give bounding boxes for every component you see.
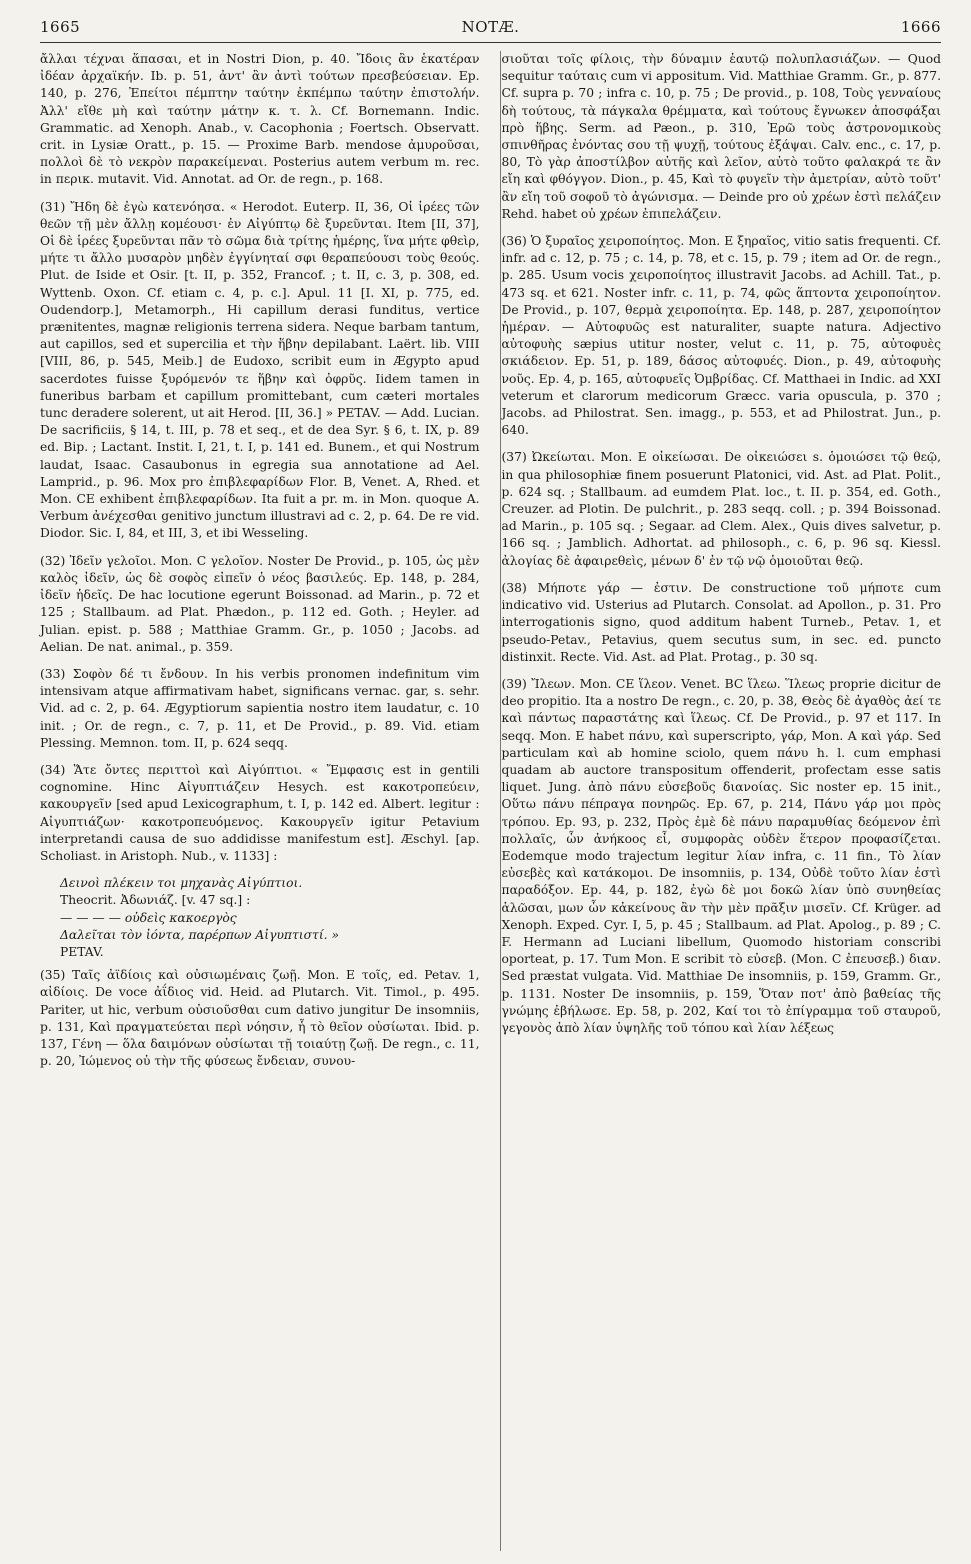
page-number-left: 1665 bbox=[40, 18, 81, 36]
verse-quotation bbox=[60, 875, 480, 961]
note-37 bbox=[502, 449, 942, 569]
paragraph: ἄλλαι τέχναι ἅπασαι, et in Nostri Dion, p. 40. Ἴδοις ἂν ἑκατέραν ἰδέαν ἀρχαϊκήν. Ib. p. 51, ἀντ' ἂν ἀντὶ τούτων πρεσβεύσειαν. Ep. 140, p. 276, Ἐπείτοι πέμπτην ταύτην ἐκπέμπω ταύτην ἐπιστολήν. Ἀλλ' εἴθε μὴ καὶ ταύτην μάτην κ. τ. λ. Cf. Bornemann. Indic. Grammatic. ad Xenoph. Anab., v. Cacophonia ; Foertsch. Observatt. crit. in Lysiæ Oratt., p. 15. — Proxime Barb. mendose ἀμυροῦσαι, πολλοὶ δὲ τὸ νεκρὸν παρακείμεναι. Posterius autem verbum m. rec. in περικ. mutavit. Vid. Annotat. ad Or. de regn., p. 168. bbox=[40, 52, 480, 187]
paragraph: (37) Ὠκείωται. Mon. E οἰκείωσαι. De οἰκειώσει s. ὁμοιώσει τῷ θεῷ, in qua philosophiæ finem posuerunt Platonici, vid. Ast. ad Plat. Polit., p. 624 sq. ; Stallbaum. ad eumdem Plat. loc., t. II. p. 354, ed. Goth., Creuzer. ad Plotin. De pulchrit., p. 283 seqq. coll. ; p. 394 Boissonad. ad Marin., p. 105 sq. ; Segaar. ad Clem. Alex., Quis dives salvetur, p. 166 sq. ; Jamblich. Adhortat. ad philosoph., c. 6, p. 96 sq. Kiessl. ἀλογίας δὲ ἀφαιρεθεὶς, μένων δ' ἐν τῷ νῷ ὁμοιοῦται θεῷ. bbox=[501, 450, 941, 568]
verse-line: Δαλεῖται τὸν ἰόντα, παρέρπων Αἰγυπτιστί. » bbox=[60, 927, 339, 942]
paragraph: (33) Σοφὸν δέ τι ἔνδουν. In his verbis pronomen indefinitum vim intensivam atque affirmativam habet, significans vernac. gar, s. sehr. Vid. ad c. 2, p. 64. Ægyptiorum sapientia nostro item laudatur, c. 10 init. ; Or. de regn., c. 7, p. 11, et De Provid., p. 89. Vid. etiam Plessing. Memnon. tom. II, p. 624 seqq. bbox=[40, 666, 480, 750]
paragraph: (31) Ἤδη δὲ ἐγὼ κατενόησα. « Herodot. Euterp. II, 36, Οἱ ἱρέες τῶν θεῶν τῇ μὲν ἄλλῃ κομέουσι· ἐν Αἰγύπτῳ δὲ ξυρεῦνται. Item [II, 37], Οἱ δὲ ἱρέες ξυρεῦνται πᾶν τὸ σῶμα διὰ τρίτης ἡμέρης, ἵνα μήτε φθεὶρ, μήτε τι ἄλλο μυσαρὸν μηδὲν ἐγγίνηταί σφι θεραπεύουσι τοὺς θεούς. Plut. de Iside et Osir. [t. II, p. 352, Francof. ; t. II, c. 3, p. 308, ed. Wyttenb. Oxon. Cf. etiam c. 4, p. c.]. Apul. 11 [I. XI, p. 775, ed. Oudendorp.], Metamorph., Hi capillum derasi funditus, vertice prænitentes, magnæ religionis terrena sidera. Neque barbam tantum, aut capillos, sed et supercilia et τὴν ἥβην depilabant. Laërt. lib. VIII [VIII, 86, p. 545, Meib.] de Eudoxo, scribit eum in Ægypto apud sacerdotes fuisse ξυρόμενόν τε ἥβην καὶ ὀφρῦς. Iidem tamen in funeribus barbam et capillum promittebant, cum cæteri mortales tunc deradere solerent, ut ait Herod. [II, 36.] » PETAV. — Add. Lucian. De sacrificiis, § 14, t. III, p. 78 et seq., et de dea Syr. § 6, t. IX, p. 89 ed. Bip. ; Lactant. Instit. I, 21, t. I, p. 141 ed. Bunem., et qui Nostrum laudat, Isaac. Casaubonus in egregia sua annotatione ad Ael. Lamprid., p. 96. Mox pro ἐπιβλεφαρίδων Flor. B, Venet. A, Rhed. et Mon. CE exhibent ἐπιβλεφαρίδων. Ita fuit a pr. m. in Mon. quoque A. Verbum ἀνέχεσθαι genitivo junctum illustravi ad c. 2, p. 64. De re vid. Diodor. Sic. I, 84, et III, 3, et ibi Wesseling. bbox=[40, 199, 480, 541]
page-number-right: 1666 bbox=[900, 18, 941, 36]
paragraph: (36) Ὁ ξυραῖος χειροποίητος. Mon. E ξηραῖος, vitio satis frequenti. Cf. infr. ad c. 12, p. 75 ; c. 14, p. 78, et c. 15, p. 79 ; item ad Or. de regn., p. 285. Usum vocis χειροποίητος illustravit Jacobs. ad Achill. Tat., p. 473 sq. et 621. Noster infr. c. 11, p. 74, φῶς ἅπτοντα χειροποίητον. De Provid., p. 107, θερμὰ χειροποίητα. Ep. 148, p. 287, χειροποίητον ἡμέραν. — Αὐτοφυῶς est naturaliter, suapte natura. Adjectivo αὐτοφυὴς sæpius utitur noster, velut c. 11, p. 75, αὐτοφυὲς σκιάδειον. Ep. 51, p. 189, δάσος αὐτοφυές. Dion., p. 49, αὐτοφυὴς νοῦς. Ep. 4, p. 165, αὐτοφυεῖς Ὀμβρίδας. Cf. Matthaei in Indic. ad XXI veterum et clarorum medicorum Græcc. varia opuscula, p. 370 ; Jacobs. ad Philostrat. Sen. imagg., p. 553, et ad Philostrat. Jun., p. 640. bbox=[501, 234, 941, 438]
note-39 bbox=[502, 676, 942, 1037]
note-31 bbox=[40, 199, 480, 543]
verse-line: Δεινοὶ πλέκειν τοι μηχανὰς Αἰγύπτιοι. bbox=[60, 876, 303, 891]
verse-line: — — — — οὐδεὶς κακοεργὸς bbox=[60, 910, 237, 925]
paragraph: (34) Ἅτε ὄντες περιττοὶ καὶ Αἰγύπτιοι. « Ἔμφασις est in gentili cognomine. Hinc Αἰγυπτιάζειν Hesych. est κακοτροπεύειν, κακουργεῖν [sed apud Lexicographum, t. I, p. 142 ed. Albert. legitur : Αἰγυπτιάζων· κακοτροπευόμενος. Κακουργεῖν igitur Petavium interpretandi causa de suo addidisse manifestum est]. Æschyl. [ap. Scholiast. in Aristoph. Nub., v. 1133] : bbox=[40, 762, 480, 863]
left-column bbox=[40, 51, 480, 1080]
column-divider bbox=[500, 51, 501, 1551]
note-35 bbox=[40, 967, 480, 1070]
note-33 bbox=[40, 666, 480, 752]
verse-source: Theocrit. Ἀδωνιάζ. [v. 47 sq.] : bbox=[60, 893, 251, 908]
note-36 bbox=[502, 233, 942, 439]
note-38 bbox=[502, 580, 942, 666]
paragraph: (32) Ἰδεῖν γελοῖοι. Mon. C γελοῖον. Noster De Provid., p. 105, ὡς μὲν καλὸς ἰδεῖν, ὡς δὲ σοφὸς εἰπεῖν ὁ νέος βασιλεύς. Ep. 148, p. 284, ἰδεῖν ἡδεῖς. De hac locutione egerunt Boissonad. ad Marin., p. 72 et 125 ; Stallbaum. ad Plat. Phædon., p. 112 ed. Goth. ; Heyler. ad Julian. epist. p. 588 ; Matthiae Gramm. Gr., p. 1050 ; Jacobs. ad Aelian. De nat. animal., p. 359. bbox=[40, 553, 480, 654]
paragraph: σιοῦται τοῖς φίλοις, τὴν δύναμιν ἑαυτῷ πολυπλασιάζων. — Quod sequitur ταύταις cum vi appositum. Vid. Matthiae Gramm. Gr., p. 877. Cf. supra p. 70 ; infra c. 10, p. 75 ; De provid., p. 108, Τοὺς γενναίους δὴ τούτους, τὰ πάγκαλα θρέμματα, καὶ τούτους ἔγνωκεν ἀποσφάξαι πρὸ ἥβης. Serm. ad Pæon., p. 310, Ἐρῶ τοὺς ἀστρονομικοὺς σπινθῆρας ἐνόντας σου τῇ ψυχῇ, τούτους ἐξάψαι. Calv. enc., c. 17, p. 80, Τὸ γὰρ ἀποστίλβον αὐτῆς καὶ λεῖον, αὐτὸ τοῦτο φαλακρά τε ἂν εἴη καὶ φθόγγον. Dion., p. 45, Καὶ τὸ φυγεῖν τὴν ἀμετρίαν, αὐτὸ τοῦτ' ἂν εἴη τοῦ σοφοῦ τὸ ἀγώνισμα. — Deinde pro οὐ χρέων ἐστὶ πελάζειν Rehd. habet οὐ χρέων ἐπιπελάζειν. bbox=[501, 52, 941, 221]
note-32 bbox=[40, 553, 480, 656]
paragraph: (39) Ἴλεων. Mon. CE ἵλεον. Venet. BC ἵλεω. Ἵλεως proprie dicitur de deo propitio. Ita a nostro De regn., c. 20, p. 38, Θεὸς δὲ ἀγαθὸς ἀεί τε καὶ πάντως παραστάτης καὶ ἵλεως. Cf. De Provid., p. 97 et 117. In seqq. Mon. E habet πάνυ, καὶ superscripto, γάρ, Mon. A καὶ γάρ. Sed particulam καὶ ab homine sciolo, quem πάνυ h. l. cum emphasi quadam ab auctore transpositum offenderit, profectam esse satis liquet. Jung. ἀπὸ πάνυ εὐσεβοῦς διανοίας. Sic noster ep. 15 init., Οὕτω πάνυ πέπραγα πονηρῶς. Ep. 67, p. 214, Πάνυ γάρ μοι πρὸς τρόπου. Ep. 93, p. 232, Πρὸς ἐμὲ δὲ πάνυ παραμυθίας δεόμενον ἐπὶ πολλαῖς, ὧν ἀνήκοος εἶ, συμφορὰς οὐδὲν ἕτερον προφασίζεται. Eodemque modo trajectum legitur λίαν infra, c. 11 fin., Τὸ λίαν εὐσεβὲς καὶ κατάκομοι. De insomniis, p. 134, Οὐδὲ τοῦτο λίαν ἐστὶ παραδόξον. Ep. 44, p. 182, ἐγὼ δὲ μοι δοκῶ λίαν ὑπὸ συνηθείας ἁλῶσαι, μων ὧν κἀκείνους ἂν τὴν μὲν πρᾶξιν μισεῖν. Cf. Krüger. ad Xenoph. Exped. Cyr. I, 5, p. 45 ; Stallbaum. ad Plat. Apolog., p. 89 ; C. F. Hermann ad Luciani libellum, Quomodo historiam conscribi oporteat, p. 17. Tum Mon. E scribit τὸ εὐσεβ. (Mon. C ἐπευσεβ.) διαν. Sed præstat vulgata. Vid. Matthiae De insomniis, p. 159, Gramm. Gr., p. 1131. Noster De insomniis, p. 159, Ὅταν ποτ' ἀπὸ βαθείας τῆς γνώμης ἐβήλωσε. Ep. 58, p. 202, Καί τοι τὸ ἐπίγραμμα τοῦ σταυροῦ, γεγονὸς ἀπὸ λίαν ὑψηλῆς τοῦ τόπου καὶ λίαν λέξεως bbox=[501, 676, 941, 1035]
page-header bbox=[40, 14, 941, 43]
text-columns bbox=[40, 43, 941, 1080]
note-continuation-right bbox=[502, 51, 942, 223]
note-34 bbox=[40, 762, 480, 865]
verse-attribution: PETAV. bbox=[60, 944, 104, 959]
right-column bbox=[502, 51, 942, 1080]
paragraph: (38) Μήποτε γάρ — ἐστιν. De constructione τοῦ μήποτε cum indicativo vid. Usterius ad Plutarch. Consolat. ad Apollon., p. 31. Pro interrogationis signo, quod additum habent Turneb., Petav. 1, et pseudo-Petav., Petavius, quem secutus sum, in sec. ed. puncto distinxit. Recte. Vid. Ast. ad Plat. Protag., p. 30 sq. bbox=[501, 580, 941, 664]
paragraph: (35) Ταῖς ἀϊδίοις καὶ οὐσιωμέναις ζωῇ. Mon. E τοῖς, ed. Petav. 1, αἰδίοις. De voce ἀΐδιος vid. Heid. ad Plutarch. Vit. Timol., p. 495. Pariter, ut hic, verbum οὐσιοῦσθαι cum dativo jungitur De insomniis, p. 131, Καὶ πραγματεύεται περὶ νόησιν, ἧ τὸ θεῖον οὐσίωται. Ibid. p. 137, Γένη — ὅλα δαιμόνων οὐσίωται τῇ τοιαύτῃ ζωῇ. De regn., c. 11, p. 20, Ἰώμενος οὐ τὴν τῆς φύσεως ἔνδειαν, συνου- bbox=[40, 968, 480, 1069]
running-title: NOTÆ. bbox=[461, 18, 520, 36]
note-continuation bbox=[40, 51, 480, 189]
